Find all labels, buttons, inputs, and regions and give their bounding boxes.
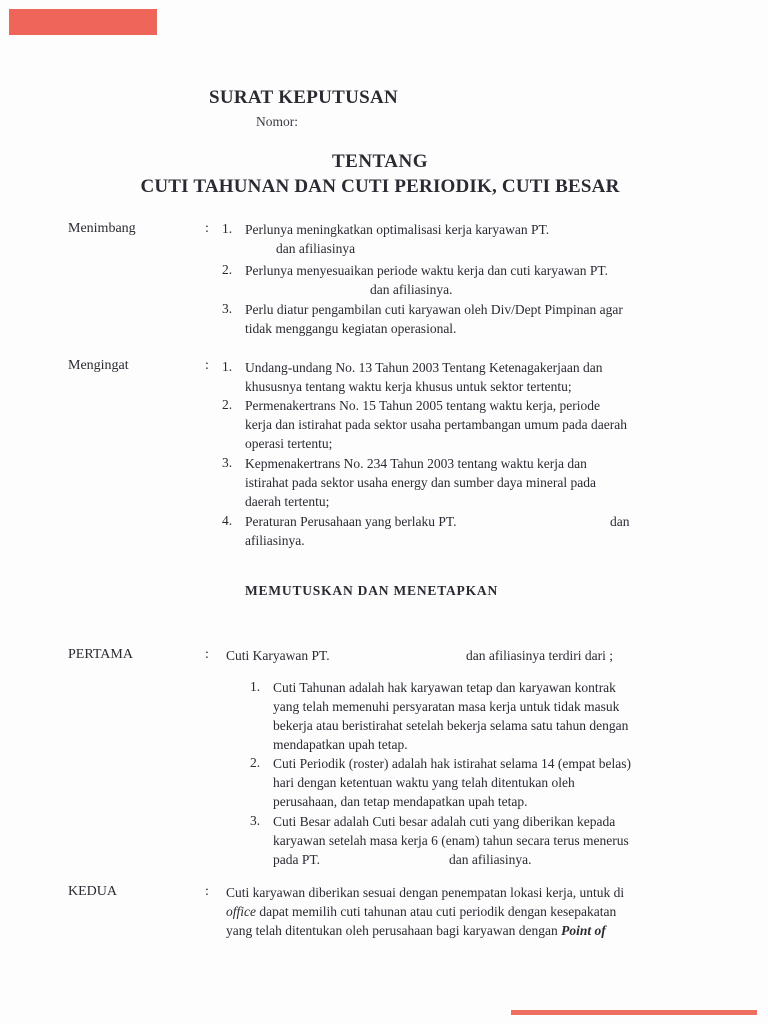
pertama-item-text: perusahaan, dan tetap mendapatkan upah tetap.	[273, 794, 528, 809]
document-title: SURAT KEPUTUSAN	[209, 87, 399, 108]
kedua-text-rest: dapat memilih cuti tahunan atau cuti periodik dengan kesepakatan	[256, 904, 617, 919]
mengingat-item-text: afiliasinya.	[245, 533, 305, 548]
tentang-heading: TENTANG	[331, 151, 429, 172]
mengingat-item-text: khususnya tentang waktu kerja khusus untuk sektor tertentu;	[245, 379, 572, 394]
mengingat-item-text: Peraturan Perusahaan yang berlaku PT.	[245, 514, 457, 529]
kedua-bold-italic-phrase: Point of	[561, 923, 606, 938]
red-marker-top	[9, 9, 157, 35]
mengingat-item-number: 1.	[222, 359, 233, 374]
mengingat-item-number: 4.	[222, 513, 233, 528]
kedua-text-rest: yang telah ditentukan oleh perusahaan bagi karyawan dengan	[226, 923, 562, 938]
menimbang-item-text: dan afiliasinya	[276, 241, 356, 256]
kedua-text	[226, 921, 606, 941]
mengingat-item-number: 3.	[222, 455, 233, 470]
pertama-item-text: Cuti Tahunan adalah hak karyawan tetap dan karyawan kontrak	[273, 680, 616, 695]
menimbang-item-number: 2.	[222, 262, 233, 277]
kedua-text	[226, 902, 616, 922]
menimbang-item-text: Perlunya menyesuaikan periode waktu kerja dan cuti karyawan PT.	[245, 263, 608, 278]
mengingat-label: Mengingat	[68, 358, 129, 373]
pertama-item-text: bekerja atau beristirahat setelah bekerja selama satu tahun dengan	[273, 718, 629, 733]
mengingat-item-number: 2.	[222, 397, 233, 412]
mengingat-colon: :	[205, 358, 209, 373]
menimbang-item-number: 3.	[222, 301, 233, 316]
menimbang-item-text: Perlu diatur pengambilan cuti karyawan oleh Div/Dept Pimpinan agar	[245, 302, 623, 317]
menimbang-item-text: tidak menggangu kegiatan operasional.	[245, 321, 457, 336]
pertama-intro: dan afiliasinya terdiri dari ;	[466, 648, 613, 663]
mengingat-item-text: operasi tertentu;	[245, 436, 333, 451]
nomor-label: Nomor:	[256, 114, 298, 129]
subject-heading: CUTI TAHUNAN DAN CUTI PERIODIK, CUTI BESAR	[140, 176, 620, 197]
pertama-item-text: Cuti Periodik (roster) adalah hak istirahat selama 14 (empat belas)	[273, 756, 632, 771]
decision-heading: MEMUTUSKAN DAN MENETAPKAN	[245, 583, 498, 598]
pertama-colon: :	[205, 647, 209, 662]
mengingat-item-text: Undang-undang No. 13 Tahun 2003 Tentang Ketenagakerjaan dan	[245, 360, 603, 375]
kedua-label: KEDUA	[68, 884, 117, 899]
pertama-item-number: 2.	[250, 755, 261, 770]
mengingat-item-text: istirahat pada sektor usaha energy dan sumber daya mineral pada	[245, 475, 596, 490]
pertama-item-text: hari dengan ketentuan waktu yang telah ditentukan oleh	[273, 775, 575, 790]
pertama-item-text: pada PT.	[273, 852, 320, 867]
pertama-item-number: 1.	[250, 679, 261, 694]
mengingat-item-text: dan	[610, 514, 630, 529]
mengingat-item-text: Kepmenakertrans No. 234 Tahun 2003 tentang waktu kerja dan	[245, 456, 587, 471]
menimbang-colon: :	[205, 221, 209, 236]
red-marker-bottom	[511, 1010, 757, 1015]
pertama-item-text: yang telah memenuhi persyaratan masa kerja untuk tidak masuk	[273, 699, 620, 714]
kedua-colon: :	[205, 884, 209, 899]
mengingat-item-text: Permenakertrans No. 15 Tahun 2005 tentang waktu kerja, periode	[245, 398, 600, 413]
pertama-item-text: karyawan setelah masa kerja 6 (enam) tahun secara terus menerus	[273, 833, 629, 848]
kedua-text: Cuti karyawan diberikan sesuai dengan penempatan lokasi kerja, untuk di	[226, 885, 625, 900]
pertama-item-text: mendapatkan upah tetap.	[273, 737, 408, 752]
pertama-intro: Cuti Karyawan PT.	[226, 648, 330, 663]
pertama-item-text: dan afiliasinya.	[449, 852, 532, 867]
pertama-item-text: Cuti Besar adalah Cuti besar adalah cuti yang diberikan kepada	[273, 814, 616, 829]
mengingat-item-text: daerah tertentu;	[245, 494, 330, 509]
pertama-label: PERTAMA	[68, 647, 133, 662]
pertama-item-number: 3.	[250, 813, 261, 828]
menimbang-item-number: 1.	[222, 221, 233, 236]
mengingat-item-text: kerja dan istirahat pada sektor usaha pertambangan umum pada daerah	[245, 417, 627, 432]
kedua-italic-word: office	[226, 904, 256, 919]
menimbang-item-text: Perlunya meningkatkan optimalisasi kerja karyawan PT.	[245, 222, 550, 237]
menimbang-item-text: dan afiliasinya.	[370, 282, 453, 297]
menimbang-label: Menimbang	[68, 221, 136, 236]
